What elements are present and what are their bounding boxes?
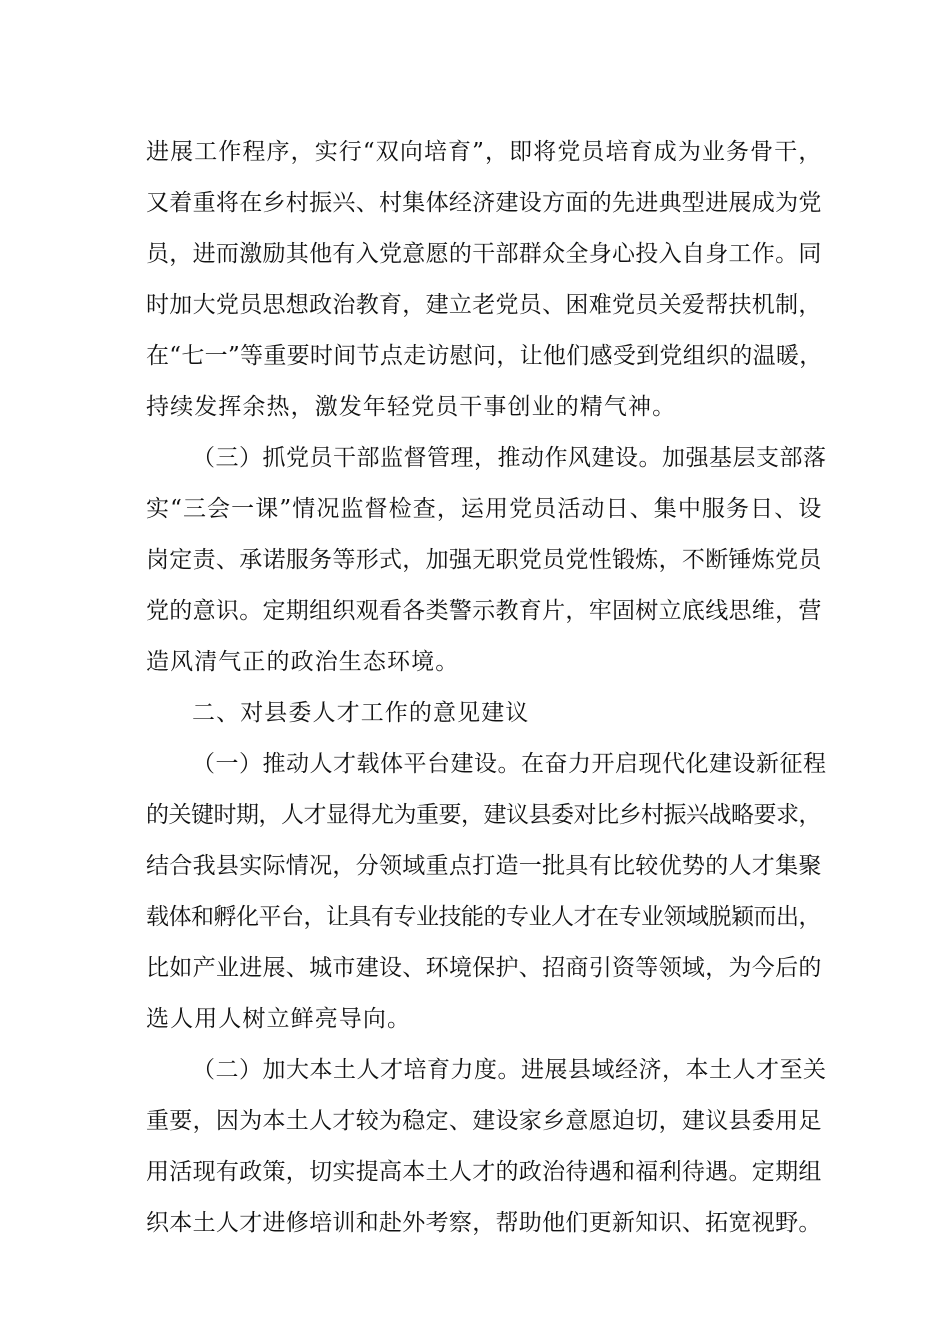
paragraph-line: 结合我县实际情况，分领域重点打造一批具有比较优势的人才集聚 (146, 853, 822, 879)
paragraph-line: 岗定责、承诺服务等形式，加强无职党员党性锻炼，不断锤炼党员 (146, 547, 822, 573)
paragraph-line: 比如产业进展、城市建设、环境保护、招商引资等领域，为今后的 (146, 955, 822, 981)
paragraph-line: 员，进而激励其他有入党意愿的干部群众全身心投入自身工作。同 (146, 241, 822, 267)
paragraph-line: 载体和孵化平台，让具有专业技能的专业人才在专业领域脱颖而出， (146, 904, 821, 930)
paragraph-line: 进展工作程序，实行“双向培育”，即将党员培育成为业务骨干， (146, 139, 823, 165)
paragraph-line: 选人用人树立鲜亮导向。 (146, 1006, 412, 1032)
paragraph-line: 实“三会一课”情况监督检查，运用党员活动日、集中服务日、设 (146, 496, 823, 522)
paragraph-line: 用活现有政策，切实提高本土人才的政治待遇和福利待遇。定期组 (146, 1159, 822, 1185)
paragraph-line: 时加大党员思想政治教育，建立老党员、困难党员关爱帮扶机制， (146, 292, 822, 318)
paragraph-line: 的关键时期，人才显得尤为重要，建议县委对比乡村振兴战略要求， (146, 802, 821, 828)
section-heading: 二、对县委人才工作的意见建议 (192, 700, 530, 726)
paragraph-line: 织本土人才进修培训和赴外考察，帮助他们更新知识、拓宽视野。 (146, 1210, 822, 1236)
paragraph-line: 党的意识。定期组织观看各类警示教育片，牢固树立底线思维，营 (146, 598, 822, 624)
paragraph-line: 在“七一”等重要时间节点走访慰问，让他们感受到党组织的温暖， (146, 343, 823, 369)
paragraph-line: （三）抓党员干部监督管理，推动作风建设。加强基层支部落 (192, 445, 827, 471)
paragraph-line: （一）推动人才载体平台建设。在奋力开启现代化建设新征程 (192, 751, 827, 777)
paragraph-line: 重要，因为本土人才较为稳定、建设家乡意愿迫切，建议县委用足 (146, 1108, 822, 1134)
paragraph-line: 造风清气正的政治生态环境。 (146, 649, 460, 675)
paragraph-line: 又着重将在乡村振兴、村集体经济建设方面的先进典型进展成为党 (146, 190, 822, 216)
paragraph-line: 持续发挥余热，激发年轻党员干事创业的精气神。 (146, 394, 677, 420)
paragraph-line: （二）加大本土人才培育力度。进展县域经济，本土人才至关 (192, 1057, 827, 1083)
